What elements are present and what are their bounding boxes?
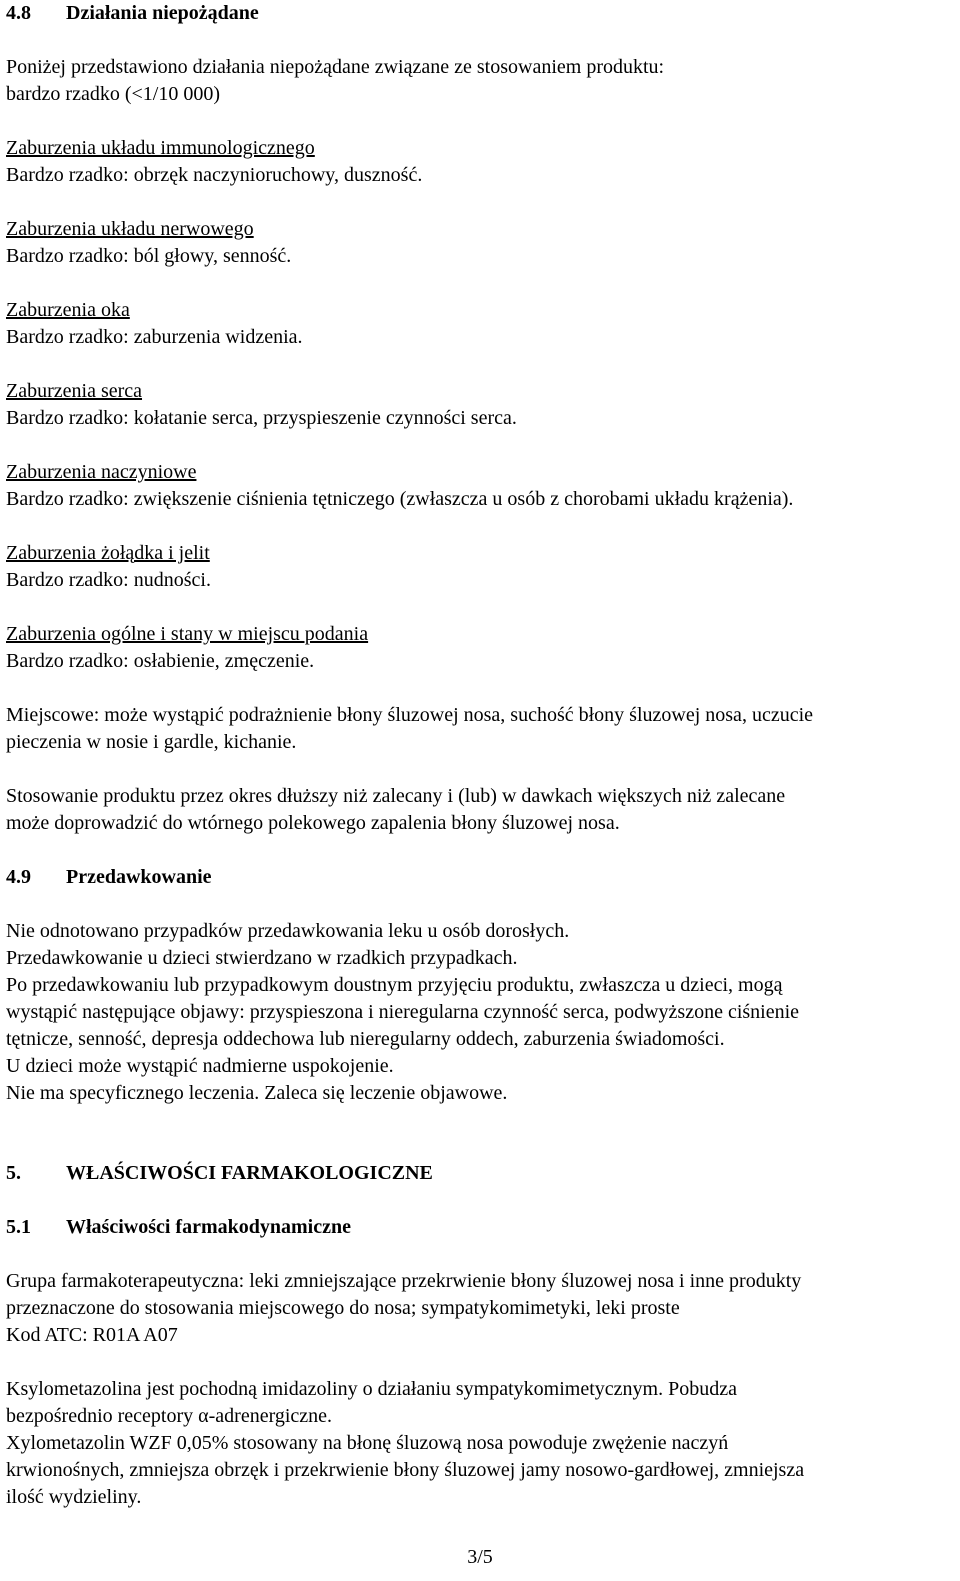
section-number: 5.: [6, 1162, 21, 1184]
category-name: Zaburzenia naczyniowe: [6, 461, 197, 483]
section-title: WŁAŚCIWOŚCI FARMAKOLOGICZNE: [66, 1162, 433, 1184]
text-line: tętnicze, senność, depresja oddechowa lub nieregularny oddech, zaburzenia świadomości.: [6, 1028, 725, 1050]
text-line: Ksylometazolina jest pochodną imidazoliny o działaniu sympatykomimetycznym. Pobudza: [6, 1378, 737, 1400]
category-text: Bardzo rzadko: zwiększenie ciśnienia tętniczego (zwłaszcza u osób z chorobami układu krążenia).: [6, 488, 794, 510]
text-line: bardzo rzadko (<1/10 000): [6, 83, 220, 105]
mechanism-paragraph: [6, 1376, 954, 1511]
section-title: Działania niepożądane: [66, 2, 259, 24]
text-line: przeznaczone do stosowania miejscowego do nosa; sympatykomimetyki, leki proste: [6, 1297, 680, 1319]
text-line: Miejscowe: może wystąpić podrażnienie błony śluzowej nosa, suchość błony śluzowej nosa, uczucie: [6, 704, 814, 726]
long-term-use-paragraph: [6, 783, 954, 837]
section-5-1-heading: [6, 1214, 954, 1241]
section-title: Właściwości farmakodynamiczne: [66, 1216, 351, 1238]
text-line: Grupa farmakoterapeutyczna: leki zmniejszające przekrwienie błony śluzowej nosa i inne produkty: [6, 1270, 802, 1292]
text-line: Xylometazolin WZF 0,05% stosowany na błonę śluzową nosa powoduje zwężenie naczyń: [6, 1432, 729, 1454]
pharmacotherapeutic-group-paragraph: [6, 1268, 954, 1349]
category-vascular: [6, 459, 954, 513]
section-number: 4.9: [6, 866, 31, 888]
category-name: Zaburzenia oka: [6, 299, 130, 321]
section-number: 4.8: [6, 2, 31, 24]
text-line: krwionośnych, zmniejsza obrzęk i przekrwienie błony śluzowej jamy nosowo-gardłowej, zmniejsza: [6, 1459, 805, 1481]
category-heart: [6, 378, 954, 432]
category-text: Bardzo rzadko: zaburzenia widzenia.: [6, 326, 303, 348]
text-line: Nie odnotowano przypadków przedawkowania leku u osób dorosłych.: [6, 920, 570, 942]
category-text: Bardzo rzadko: obrzęk naczynioruchowy, duszność.: [6, 164, 423, 186]
intro-paragraph: [6, 54, 954, 108]
text-line: Po przedawkowaniu lub przypadkowym doustnym przyjęciu produktu, zwłaszcza u dzieci, mogą: [6, 974, 783, 996]
category-text: Bardzo rzadko: ból głowy, senność.: [6, 245, 292, 267]
section-5-heading: [6, 1160, 954, 1187]
text-line: Nie ma specyficznego leczenia. Zaleca się leczenie objawowe.: [6, 1082, 508, 1104]
text-line: bezpośrednio receptory α-adrenergiczne.: [6, 1405, 333, 1427]
category-eye: [6, 297, 954, 351]
category-text: Bardzo rzadko: nudności.: [6, 569, 211, 591]
text-line: ilość wydzieliny.: [6, 1486, 142, 1508]
text-line: U dzieci może wystąpić nadmierne uspokojenie.: [6, 1055, 394, 1077]
page-number: 3/5: [467, 1546, 493, 1568]
category-name: Zaburzenia układu nerwowego: [6, 218, 254, 240]
section-4-8-heading: [6, 0, 954, 27]
text-line: Przedawkowanie u dzieci stwierdzano w rzadkich przypadkach.: [6, 947, 518, 969]
section-title: Przedawkowanie: [66, 866, 212, 888]
category-nervous: [6, 216, 954, 270]
text-line: Poniżej przedstawiono działania niepożądane związane ze stosowaniem produktu:: [6, 56, 665, 78]
text-line: Stosowanie produktu przez okres dłuższy niż zalecany i (lub) w dawkach większych niż zalecane: [6, 785, 786, 807]
category-immune: [6, 135, 954, 189]
local-effects-paragraph: [6, 702, 954, 756]
text-line: pieczenia w nosie i gardle, kichanie.: [6, 731, 297, 753]
atc-code: Kod ATC: R01A A07: [6, 1324, 178, 1346]
category-general: [6, 621, 954, 675]
category-name: Zaburzenia układu immunologicznego: [6, 137, 315, 159]
overdose-paragraph: [6, 918, 954, 1107]
category-name: Zaburzenia żołądka i jelit: [6, 542, 210, 564]
section-4-9-heading: [6, 864, 954, 891]
text-line: może doprowadzić do wtórnego polekowego zapalenia błony śluzowej nosa.: [6, 812, 620, 834]
text-line: wystąpić następujące objawy: przyspieszona i nieregularna czynność serca, podwyższone ciśnienie: [6, 1001, 800, 1023]
section-number: 5.1: [6, 1216, 31, 1238]
category-name: Zaburzenia serca: [6, 380, 143, 402]
category-gastro: [6, 540, 954, 594]
category-name: Zaburzenia ogólne i stany w miejscu podania: [6, 623, 369, 645]
category-text: Bardzo rzadko: osłabienie, zmęczenie.: [6, 650, 315, 672]
category-text: Bardzo rzadko: kołatanie serca, przyspieszenie czynności serca.: [6, 407, 517, 429]
